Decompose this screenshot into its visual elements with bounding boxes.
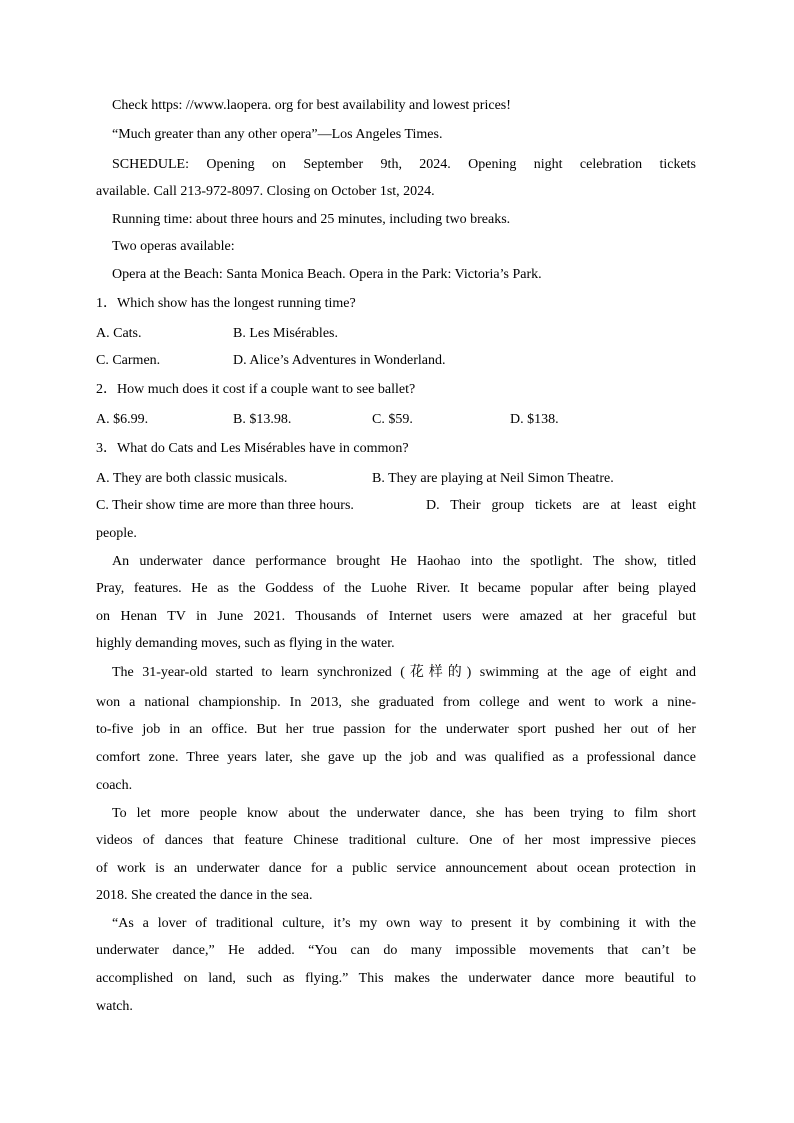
q1-option-b: B. Les Misérables. <box>233 326 338 341</box>
passage-p3-line-2: videos of dances that feature Chinese traditional culture. One of her most impressive pieces <box>96 833 696 848</box>
q3-option-d: D. Their group tickets are at least eight <box>426 498 696 513</box>
question-3-stem: 3．What do Cats and Les Misérables have in common? <box>96 441 409 456</box>
intro-quote-line: “Much greater than any other opera”—Los Angeles Times. <box>112 127 443 142</box>
q3-option-c: C. Their show time are more than three hours. <box>96 498 354 513</box>
q2-option-b: B. $13.98. <box>233 412 292 427</box>
locations-line: Opera at the Beach: Santa Monica Beach. Opera in the Park: Victoria’s Park. <box>112 267 542 282</box>
passage-p2-line-1: The 31-year-old started to learn synchronized (花样的) swimming at the age of eight and <box>112 665 696 680</box>
q1-option-d: D. Alice’s Adventures in Wonderland. <box>233 353 446 368</box>
q2-option-c: C. $59. <box>372 412 413 427</box>
passage-p2-line-5: coach. <box>96 778 133 793</box>
passage-p1-line-1: An underwater dance performance brought He Haohao into the spotlight. The show, titled <box>112 554 696 569</box>
running-time-line: Running time: about three hours and 25 minutes, including two breaks. <box>112 212 511 227</box>
q1-option-a: A. Cats. <box>96 326 142 341</box>
two-operas-line: Two operas available: <box>112 239 235 254</box>
passage-p1-line-3: on Henan TV in June 2021. Thousands of Internet users were amazed at her graceful but <box>96 609 696 624</box>
passage-p3-line-3: of work is an underwater dance for a public service announcement about ocean protection in <box>96 861 696 876</box>
passage-p1-line-4: highly demanding moves, such as flying in the water. <box>96 636 395 651</box>
q3-option-d-continued: people. <box>96 526 137 541</box>
q1-option-c: C. Carmen. <box>96 353 161 368</box>
q2-option-a: A. $6.99. <box>96 412 149 427</box>
passage-p4-line-3: accomplished on land, such as flying.” This makes the underwater dance more beautiful to <box>96 971 696 986</box>
passage-p2-line-4: comfort zone. Three years later, she gave up the job and was qualified as a professional dance <box>96 750 696 765</box>
q3-option-b: B. They are playing at Neil Simon Theatre. <box>372 471 614 486</box>
schedule-line-2: available. Call 213-972-8097. Closing on October 1st, 2024. <box>96 184 435 199</box>
passage-p3-line-4: 2018. She created the dance in the sea. <box>96 888 313 903</box>
passage-p2-line-2: won a national championship. In 2013, she graduated from college and went to work a nine- <box>96 695 696 710</box>
passage-p1-line-2: Pray, features. He as the Goddess of the Luohe River. It became popular after being played <box>96 581 696 596</box>
passage-p3-line-1: To let more people know about the underwater dance, she has been trying to film short <box>112 806 696 821</box>
passage-p4-line-2: underwater dance,” He added. “You can do many impossible movements that can’t be <box>96 943 696 958</box>
schedule-line-1: SCHEDULE: Opening on September 9th, 2024. Opening night celebration tickets <box>112 157 696 172</box>
question-1-stem: 1．Which show has the longest running time? <box>96 296 356 311</box>
q3-option-a: A. They are both classic musicals. <box>96 471 288 486</box>
question-2-stem: 2．How much does it cost if a couple want to see ballet? <box>96 382 416 397</box>
q2-option-d: D. $138. <box>510 412 559 427</box>
passage-p4-line-4: watch. <box>96 999 133 1014</box>
intro-check-line: Check https: //www.laopera. org for best availability and lowest prices! <box>112 98 511 113</box>
passage-p2-line-3: to-five job in an office. But her true passion for the underwater sport pushed her out of her <box>96 722 696 737</box>
passage-p4-line-1: “As a lover of traditional culture, it’s my own way to present it by combining it with the <box>112 916 696 931</box>
